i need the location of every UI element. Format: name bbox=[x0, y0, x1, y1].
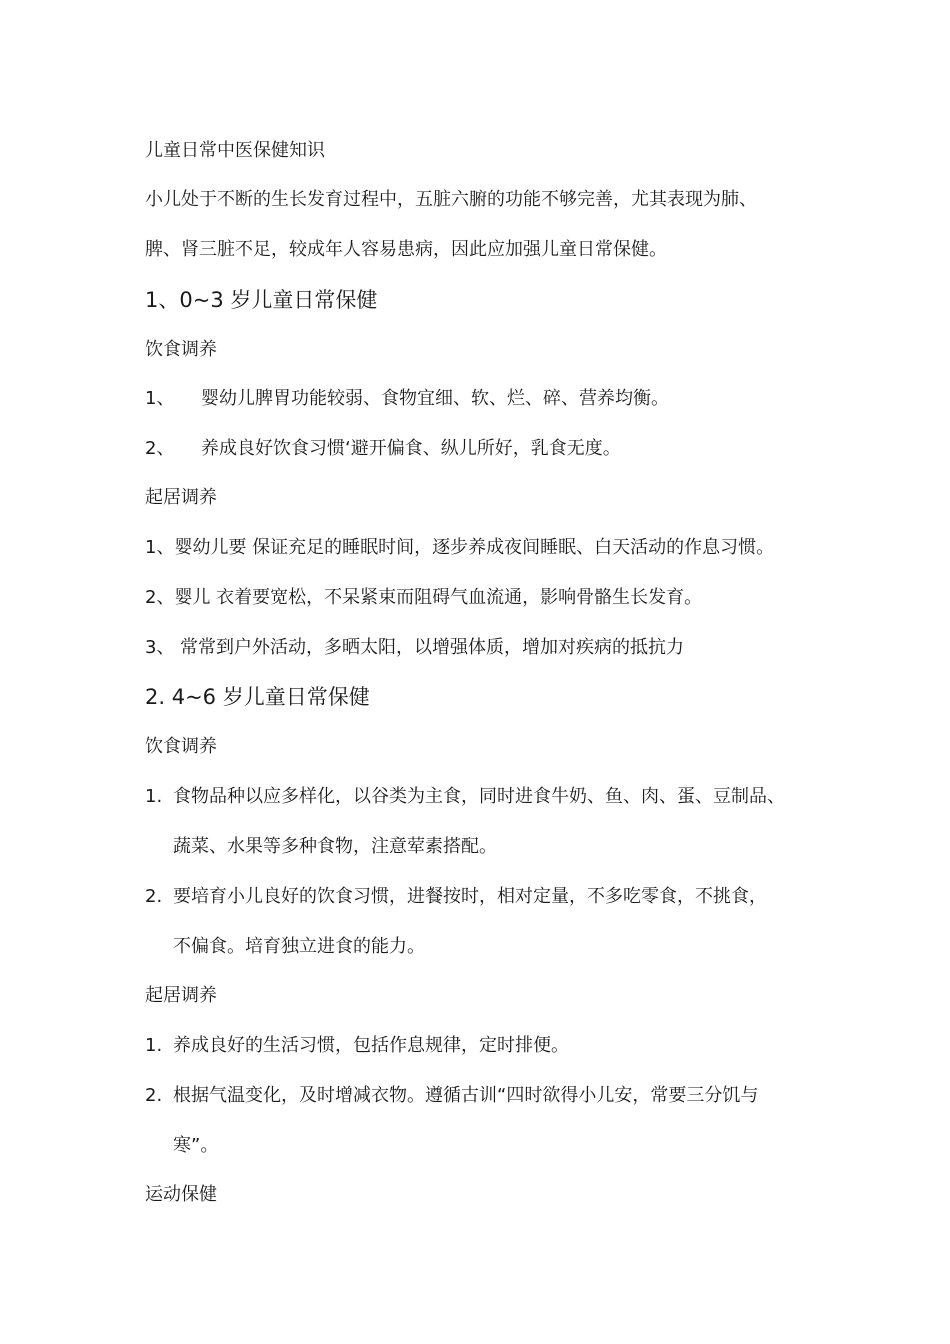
section2-living-label: 起居调养 bbox=[145, 985, 217, 1006]
section2-diet-label: 饮食调养 bbox=[145, 736, 217, 757]
section2-living-item-2 bbox=[145, 1084, 758, 1108]
section2-living-item-2-cont: 寒”。 bbox=[173, 1135, 219, 1156]
section2-heading: 2. 4~6 岁儿童日常保健 bbox=[145, 685, 370, 709]
list-item-text: 婴幼儿脾胃功能较弱、食物宜细、软、烂、碎、营养均衡。 bbox=[201, 388, 669, 409]
list-number: 2、 bbox=[145, 438, 175, 459]
section1-diet-item-1 bbox=[145, 387, 669, 411]
list-item-text: 养成良好的生活习惯，包括作息规律，定时排便。 bbox=[173, 1035, 569, 1056]
section1-living-item-3 bbox=[145, 636, 684, 660]
list-number: 1. bbox=[145, 1035, 163, 1056]
list-item-text: 根据气温变化，及时增减衣物。遵循古训“四时欲得小儿安，常要三分饥与 bbox=[173, 1085, 759, 1106]
list-item-text: 养成良好饮食习惯‘避开偏食、纵儿所好，乳食无度。 bbox=[201, 438, 621, 459]
section2-diet-item-2-cont: 不偏食。培育独立进食的能力。 bbox=[173, 936, 425, 957]
list-number: 1、 bbox=[145, 388, 175, 409]
section2-diet-item-2 bbox=[145, 885, 767, 909]
list-item-text: 食物品种以应多样化，以谷类为主食，同时进食牛奶、鱼、肉、蛋、豆制品、 bbox=[173, 786, 785, 807]
list-number: 2. bbox=[145, 1085, 163, 1106]
section1-diet-label: 饮食调养 bbox=[145, 339, 217, 360]
list-number: 3、 bbox=[145, 637, 175, 658]
section2-exercise-label: 运动保健 bbox=[145, 1184, 217, 1205]
list-number: 1. bbox=[145, 786, 163, 807]
document-title: 儿童日常中医保健知识 bbox=[145, 140, 325, 161]
section1-diet-item-2 bbox=[145, 437, 621, 461]
section1-heading: 1、0~3 岁儿童日常保健 bbox=[145, 288, 378, 312]
section2-diet-item-1-cont: 蔬菜、水果等多种食物，注意荤素搭配。 bbox=[173, 836, 497, 857]
list-number: 2. bbox=[145, 886, 163, 907]
intro-line-1: 小儿处于不断的生长发育过程中，五脏六腑的功能不够完善，尤其表现为肺、 bbox=[145, 189, 757, 210]
section1-living-item-2: 2、婴儿 衣着要宽松，不呆紧束而阻碍气血流通，影响骨骼生长发育。 bbox=[145, 587, 703, 608]
list-item-text: 要培育小儿良好的饮食习惯，进餐按时，相对定量，不多吃零食，不挑食， bbox=[173, 886, 767, 907]
section2-living-item-1 bbox=[145, 1034, 569, 1058]
section1-living-label: 起居调养 bbox=[145, 487, 217, 508]
intro-line-2: 脾、肾三脏不足，较成年人容易患病，因此应加强儿童日常保健。 bbox=[145, 239, 667, 260]
section1-living-item-1: 1、婴幼儿要 保证充足的睡眠时间，逐步养成夜间睡眠、白天活动的作息习惯。 bbox=[145, 537, 775, 558]
section2-diet-item-1 bbox=[145, 785, 785, 809]
list-item-text: 常常到户外活动，多晒太阳，以增强体质，增加对疾病的抵抗力 bbox=[180, 637, 684, 658]
